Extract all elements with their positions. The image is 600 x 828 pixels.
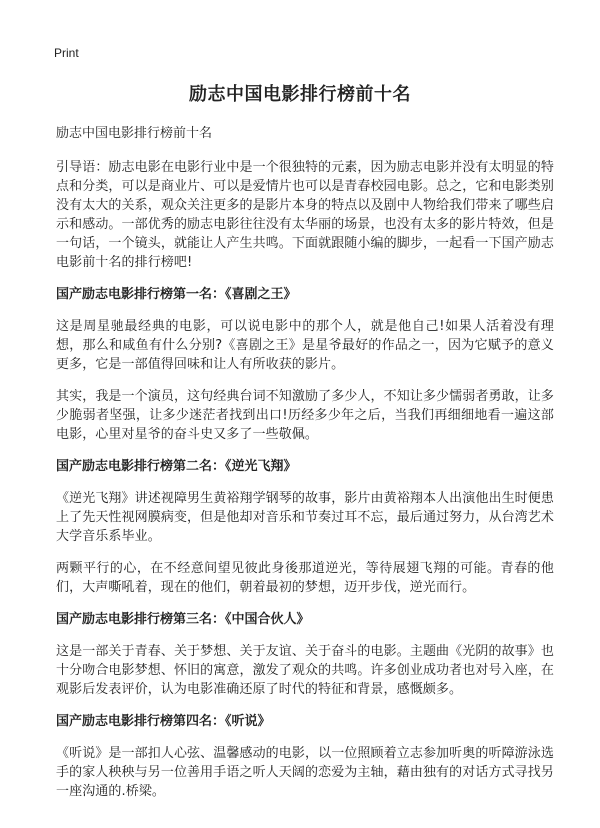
section-2-paragraph-1: 《逆光飞翔》讲述视障男生黄裕翔学钢琴的故事，影片由黄裕翔本人出演他出生时便患上了先天性视网膜病变，但是他却对音乐和节奏过耳不忘，最后通过努力，从台湾艺术大学音乐系毕业。	[56, 491, 554, 544]
section-2-paragraph-2: 两颗平行的心，在不经意间望见彼此身後那道逆光，等待展翅飞翔的可能。青春的他们，大声嘶吼着，现在的他们，朝着最初的梦想，迈开步伐，逆光而行。	[56, 561, 554, 595]
section-1-paragraph-1: 这是周星驰最经典的电影，可以说电影中的那个人，就是他自己!如果人活着没有理想，那么和咸鱼有什么分别?《喜剧之王》是星爷最好的作品之一，因为它赋予的意义更多，它是一部值得回味和让人有所收获的影片。	[56, 319, 554, 372]
section-3-paragraph-1: 这是一部关于青春、关于梦想、关于友谊、关于奋斗的电影。主题曲《光阴的故事》也十分吻合电影梦想、怀旧的寓意，激发了观众的共鸣。许多创业成功者也对号入座，在观影后发表评价，认为电影准确还原了时代的特征和背景，感慨颇多。	[56, 644, 554, 697]
section-heading-1: 国产励志电影排行榜第一名：《喜剧之王》	[56, 287, 297, 302]
print-link[interactable]: Print	[54, 46, 79, 60]
section-heading-2: 国产励志电影排行榜第二名：《逆光飞翔》	[56, 459, 297, 474]
page-title: 励志中国电影排行榜前十名	[189, 84, 411, 105]
intro-paragraph: 引导语：励志电影在电影行业中是一个很独特的元素，因为励志电影并没有太明显的特点和分类，可以是商业片、可以是爱情片也可以是青春校园电影。总之，它和电影类别没有太大的关系，观众关注更多的是影片本身的特点以及剧中人物给我们带来了哪些启示和感动。一部优秀的励志电影往往没有太华丽的场景，也没有太多的影片特效，但是一句话，一个镜头，就能让人产生共鸣。下面就跟随小编的脚步，一起看一下国产励志电影前十名的排行榜吧!	[56, 160, 554, 270]
section-4-paragraph-1: 《听说》是一部扣人心弦、温馨感动的电影，以一位照顾着立志参加听奥的听障游泳选手的家人秧秧与另一位善用手语之听人天阔的恋爱为主轴，藉由独有的对话方式寻找另一座沟通的.桥梁。	[56, 746, 554, 799]
article-subtitle: 励志中国电影排行榜前十名	[56, 126, 213, 141]
article-body	[56, 124, 554, 814]
section-1-paragraph-2: 其实，我是一个演员，这句经典台词不知激励了多少人，不知让多少懦弱者勇敢，让多少脆弱者坚强，让多少迷茫者找到出口!历经多少年之后，当我们再细细地看一遍这部电影，心里对星爷的奋斗史又多了一些敬佩。	[56, 389, 554, 442]
section-heading-3: 国产励志电影排行榜第三名：《中国合伙人》	[56, 612, 310, 627]
section-heading-4: 国产励志电影排行榜第四名：《听说》	[56, 714, 271, 729]
